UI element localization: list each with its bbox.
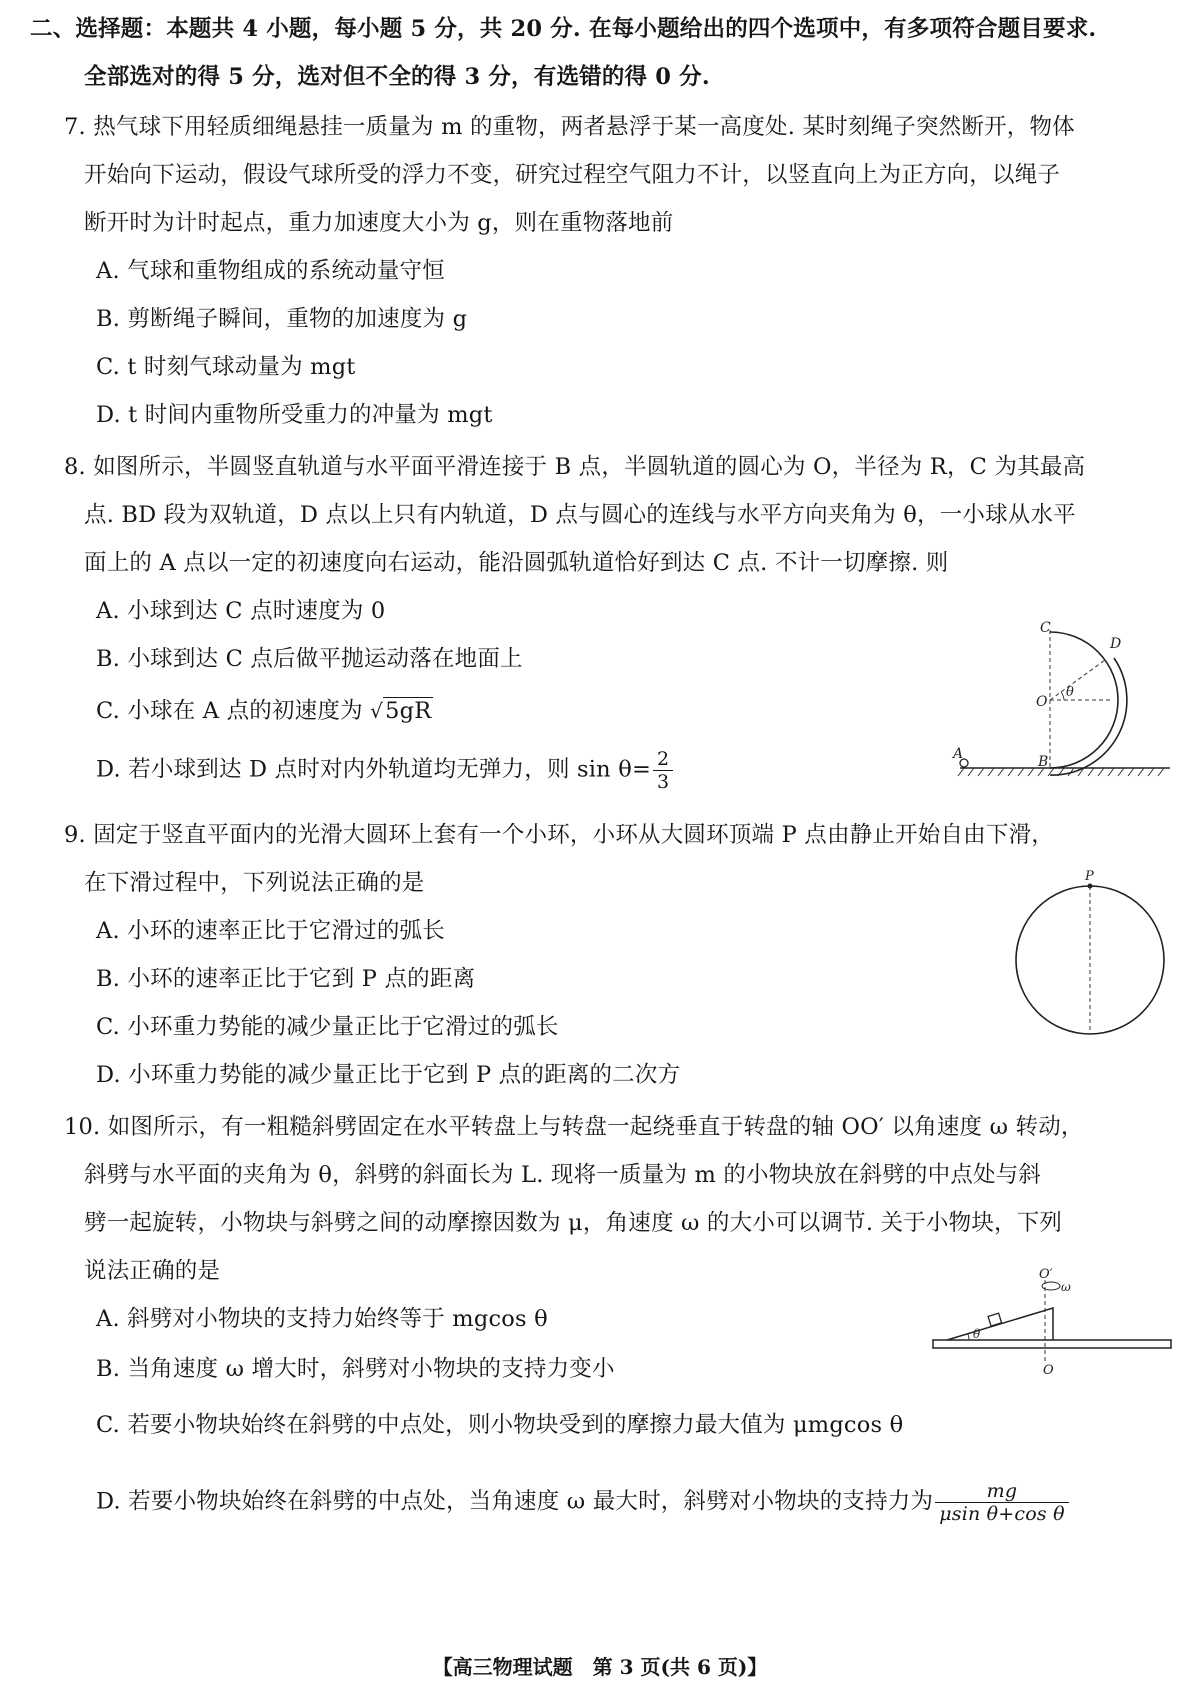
theta-arc (1061, 692, 1064, 700)
q8-option-d (96, 748, 673, 793)
q10-wedge-figure (925, 1268, 1180, 1378)
radius-od (1050, 660, 1105, 700)
page-footer: 【高三物理试题 第 3 页(共 6 页)】 (432, 1655, 768, 1679)
q10-option-a: A. 斜劈对小物块的支持力始终等于 mgcos θ (96, 1306, 548, 1332)
q8-stem-line3: 面上的 A 点以一定的初速度向右运动，能沿圆弧轨道恰好到达 C 点. 不计一切摩擦. 则 (84, 550, 949, 576)
q10-stem-line3: 劈一起旋转，小物块与斜劈之间的动摩擦因数为 μ，角速度 ω 的大小可以调节. 关于小物块，下列 (84, 1210, 1063, 1236)
q9-option-b: B. 小环的速率正比于它到 P 点的距离 (96, 966, 476, 992)
q8-option-c: C. 小球在 A 点的初速度为 √5gR (96, 698, 432, 724)
fraction-denominator: μsin θ+cos θ (939, 1503, 1065, 1525)
q9-option-d: D. 小环重力势能的减少量正比于它到 P 点的距离的二次方 (96, 1062, 681, 1088)
label-a: A (953, 746, 964, 762)
q10-option-d-fraction (935, 1480, 1069, 1525)
q7-option-d: D. t 时间内重物所受重力的冲量为 mgt (96, 402, 493, 428)
q7-stem-line1: 7. 热气球下用轻质细绳悬挂一质量为 m 的重物，两者悬浮于某一高度处. 某时刻绳子突然断开，物体 (64, 114, 1075, 140)
q8-option-c-text: C. 小球在 A 点的初速度为 (96, 698, 371, 724)
section-title-line2: 全部选对的得 5 分，选对但不全的得 3 分，有选错的得 0 分. (84, 64, 710, 90)
q9-stem-line1: 9. 固定于竖直平面内的光滑大圆环上套有一个小环，小环从大圆环顶端 P 点由静止开始自由下滑， (64, 822, 1054, 848)
small-ring-dot (1088, 884, 1093, 889)
q9-stem-line2: 在下滑过程中，下列说法正确的是 (84, 870, 425, 896)
q9-option-c: C. 小环重力势能的减少量正比于它滑过的弧长 (96, 1014, 559, 1040)
label-c: C (1040, 620, 1051, 636)
q9-ring-figure (1010, 870, 1170, 1040)
turntable (933, 1340, 1171, 1348)
q8-stem-line2: 点. BD 段为双轨道，D 点以上只有内轨道，D 点与圆心的连线与水平方向夹角为 θ，一小球从水平 (84, 502, 1076, 528)
q8-option-d-fraction (653, 748, 673, 793)
q7-stem-line2: 开始向下运动，假设气球所受的浮力不变，研究过程空气阻力不计，以竖直向上为正方向，以绳子 (84, 162, 1061, 188)
q8-option-d-text: D. 若小球到达 D 点时对内外轨道均无弹力，则 sin θ= (96, 756, 652, 783)
rotation-arrow-icon (1042, 1282, 1060, 1290)
fraction-numerator: mg (935, 1480, 1069, 1503)
q10-stem-line1: 10. 如图所示，有一粗糙斜劈固定在水平转盘上与转盘一起绕垂直于转盘的轴 OO′ 以角速度 ω 转动， (64, 1114, 1084, 1140)
q8-option-c-sqrt: 5gR (385, 698, 432, 724)
q7-option-b: B. 剪断绳子瞬间，重物的加速度为 g (96, 306, 468, 332)
wedge (947, 1308, 1053, 1340)
label-o: O (1043, 1363, 1054, 1378)
label-theta: θ (1066, 685, 1074, 700)
section-title-line1: 二、选择题：本题共 4 小题，每小题 5 分，共 20 分. 在每小题给出的四个选项中，有多项符合题目要求. (30, 16, 1097, 42)
q7-option-c: C. t 时刻气球动量为 mgt (96, 354, 356, 380)
q10-stem-line4: 说法正确的是 (84, 1258, 221, 1284)
small-block (988, 1313, 1001, 1326)
q7-option-a: A. 气球和重物组成的系统动量守恒 (96, 258, 445, 284)
q8-track-figure (950, 620, 1180, 800)
fraction-denominator: 3 (657, 771, 670, 793)
q10-option-b: B. 当角速度 ω 增大时，斜劈对小物块的支持力变小 (96, 1356, 615, 1382)
q7-stem-line3: 断开时为计时起点，重力加速度大小为 g，则在重物落地前 (84, 210, 674, 236)
q8-option-a: A. 小球到达 C 点时速度为 0 (96, 598, 386, 624)
q10-option-c: C. 若要小物块始终在斜劈的中点处，则小物块受到的摩擦力最大值为 μmgcos θ (96, 1412, 904, 1438)
theta-arc (968, 1334, 969, 1340)
label-o-prime: O′ (1039, 1268, 1053, 1282)
q10-option-d (96, 1480, 1069, 1525)
q10-option-d-text: D. 若要小物块始终在斜劈的中点处，当角速度 ω 最大时，斜劈对小物块的支持力为 (96, 1488, 934, 1515)
q8-option-b: B. 小球到达 C 点后做平抛运动落在地面上 (96, 646, 523, 672)
label-d: D (1110, 636, 1122, 652)
label-b: B (1038, 754, 1049, 770)
label-theta: θ (973, 1327, 981, 1341)
q9-option-a: A. 小环的速率正比于它滑过的弧长 (96, 918, 445, 944)
label-o: O (1036, 694, 1048, 710)
q8-stem-line1: 8. 如图所示，半圆竖直轨道与水平面平滑连接于 B 点，半圆轨道的圆心为 O，半径为 R，C 为其最高 (64, 454, 1086, 480)
q10-stem-line2: 斜劈与水平面的夹角为 θ，斜劈的斜面长为 L. 现将一质量为 m 的小物块放在斜劈的中点处与斜 (84, 1162, 1042, 1188)
label-p: P (1085, 870, 1094, 884)
label-omega: ω (1061, 1280, 1071, 1294)
fraction-numerator: 2 (653, 748, 673, 771)
